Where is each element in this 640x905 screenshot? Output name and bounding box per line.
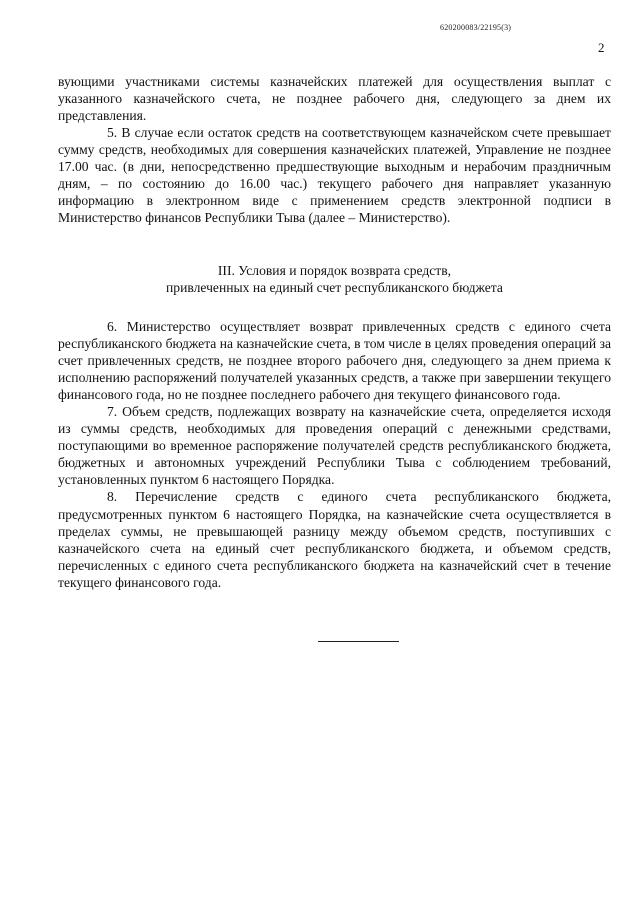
continuation-paragraph: вующими участниками системы казначейских платежей для осуществления выплат с указанного казначейского счета, не позднее рабочего дня, следующего за днем их представления. (58, 74, 611, 124)
section-body (58, 318, 611, 591)
top-text-block (58, 73, 611, 226)
section-heading-line-2: привлеченных на единый счет республиканского бюджета (166, 280, 503, 295)
closing-divider-line (318, 641, 399, 642)
paragraph-6: 6. Министерство осуществляет возврат привлеченных средств с единого счета республиканского бюджета на казначейские счета, в том числе в целях проведения операций за счет привлеченных средств, не позднее второго рабочего дня, следующего за днем приема к исполнению распоряжений получателей указанных средств, а также при завершении текущего финансового года, но не позднее последнего рабочего дня текущего финансового года. (58, 319, 611, 403)
document-registration-number: 620200083/22195(3) (440, 23, 512, 32)
paragraph-7: 7. Объем средств, подлежащих возврату на казначейские счета, определяется исходя из суммы средств, необходимых для проведения операций с денежными средствами, поступающими во временное распоряжение получателей средств республиканского бюджета, бюджетных и автономных учреждений Республики Тыва с соблюдением требований, установленных пунктом 6 настоящего Порядка. (58, 404, 611, 488)
section-heading (58, 262, 611, 296)
page-number: 2 (598, 40, 605, 55)
paragraph-5: 5. В случае если остаток средств на соответствующем казначейском счете превышает сумму средств, необходимых для совершения казначейских платежей, Управление не позднее 17.00 час. (в дни, непосредственно предшествующие выходным и нерабочим праздничным дням, – по состоянию до 16.00 час.) текущего рабочего дня направляет указанную информацию в электронном виде с применением средств электронной подписи в Министерство финансов Республики Тыва (далее – Министерство). (58, 125, 611, 226)
section-heading-line-1: III. Условия и порядок возврата средств, (217, 263, 452, 278)
paragraph-8: 8. Перечисление средств с единого счета республиканского бюджета, предусмотренных пунктом 6 настоящего Порядка, на казначейские счета осуществляется в пределах суммы, не превышающей разницу между объемом средств, поступивших с казначейского счета на единый счет республиканского бюджета, и объемом средств, перечисленных с единого счета республиканского бюджета на казначейский счет в течение текущего финансового года. (58, 489, 611, 590)
